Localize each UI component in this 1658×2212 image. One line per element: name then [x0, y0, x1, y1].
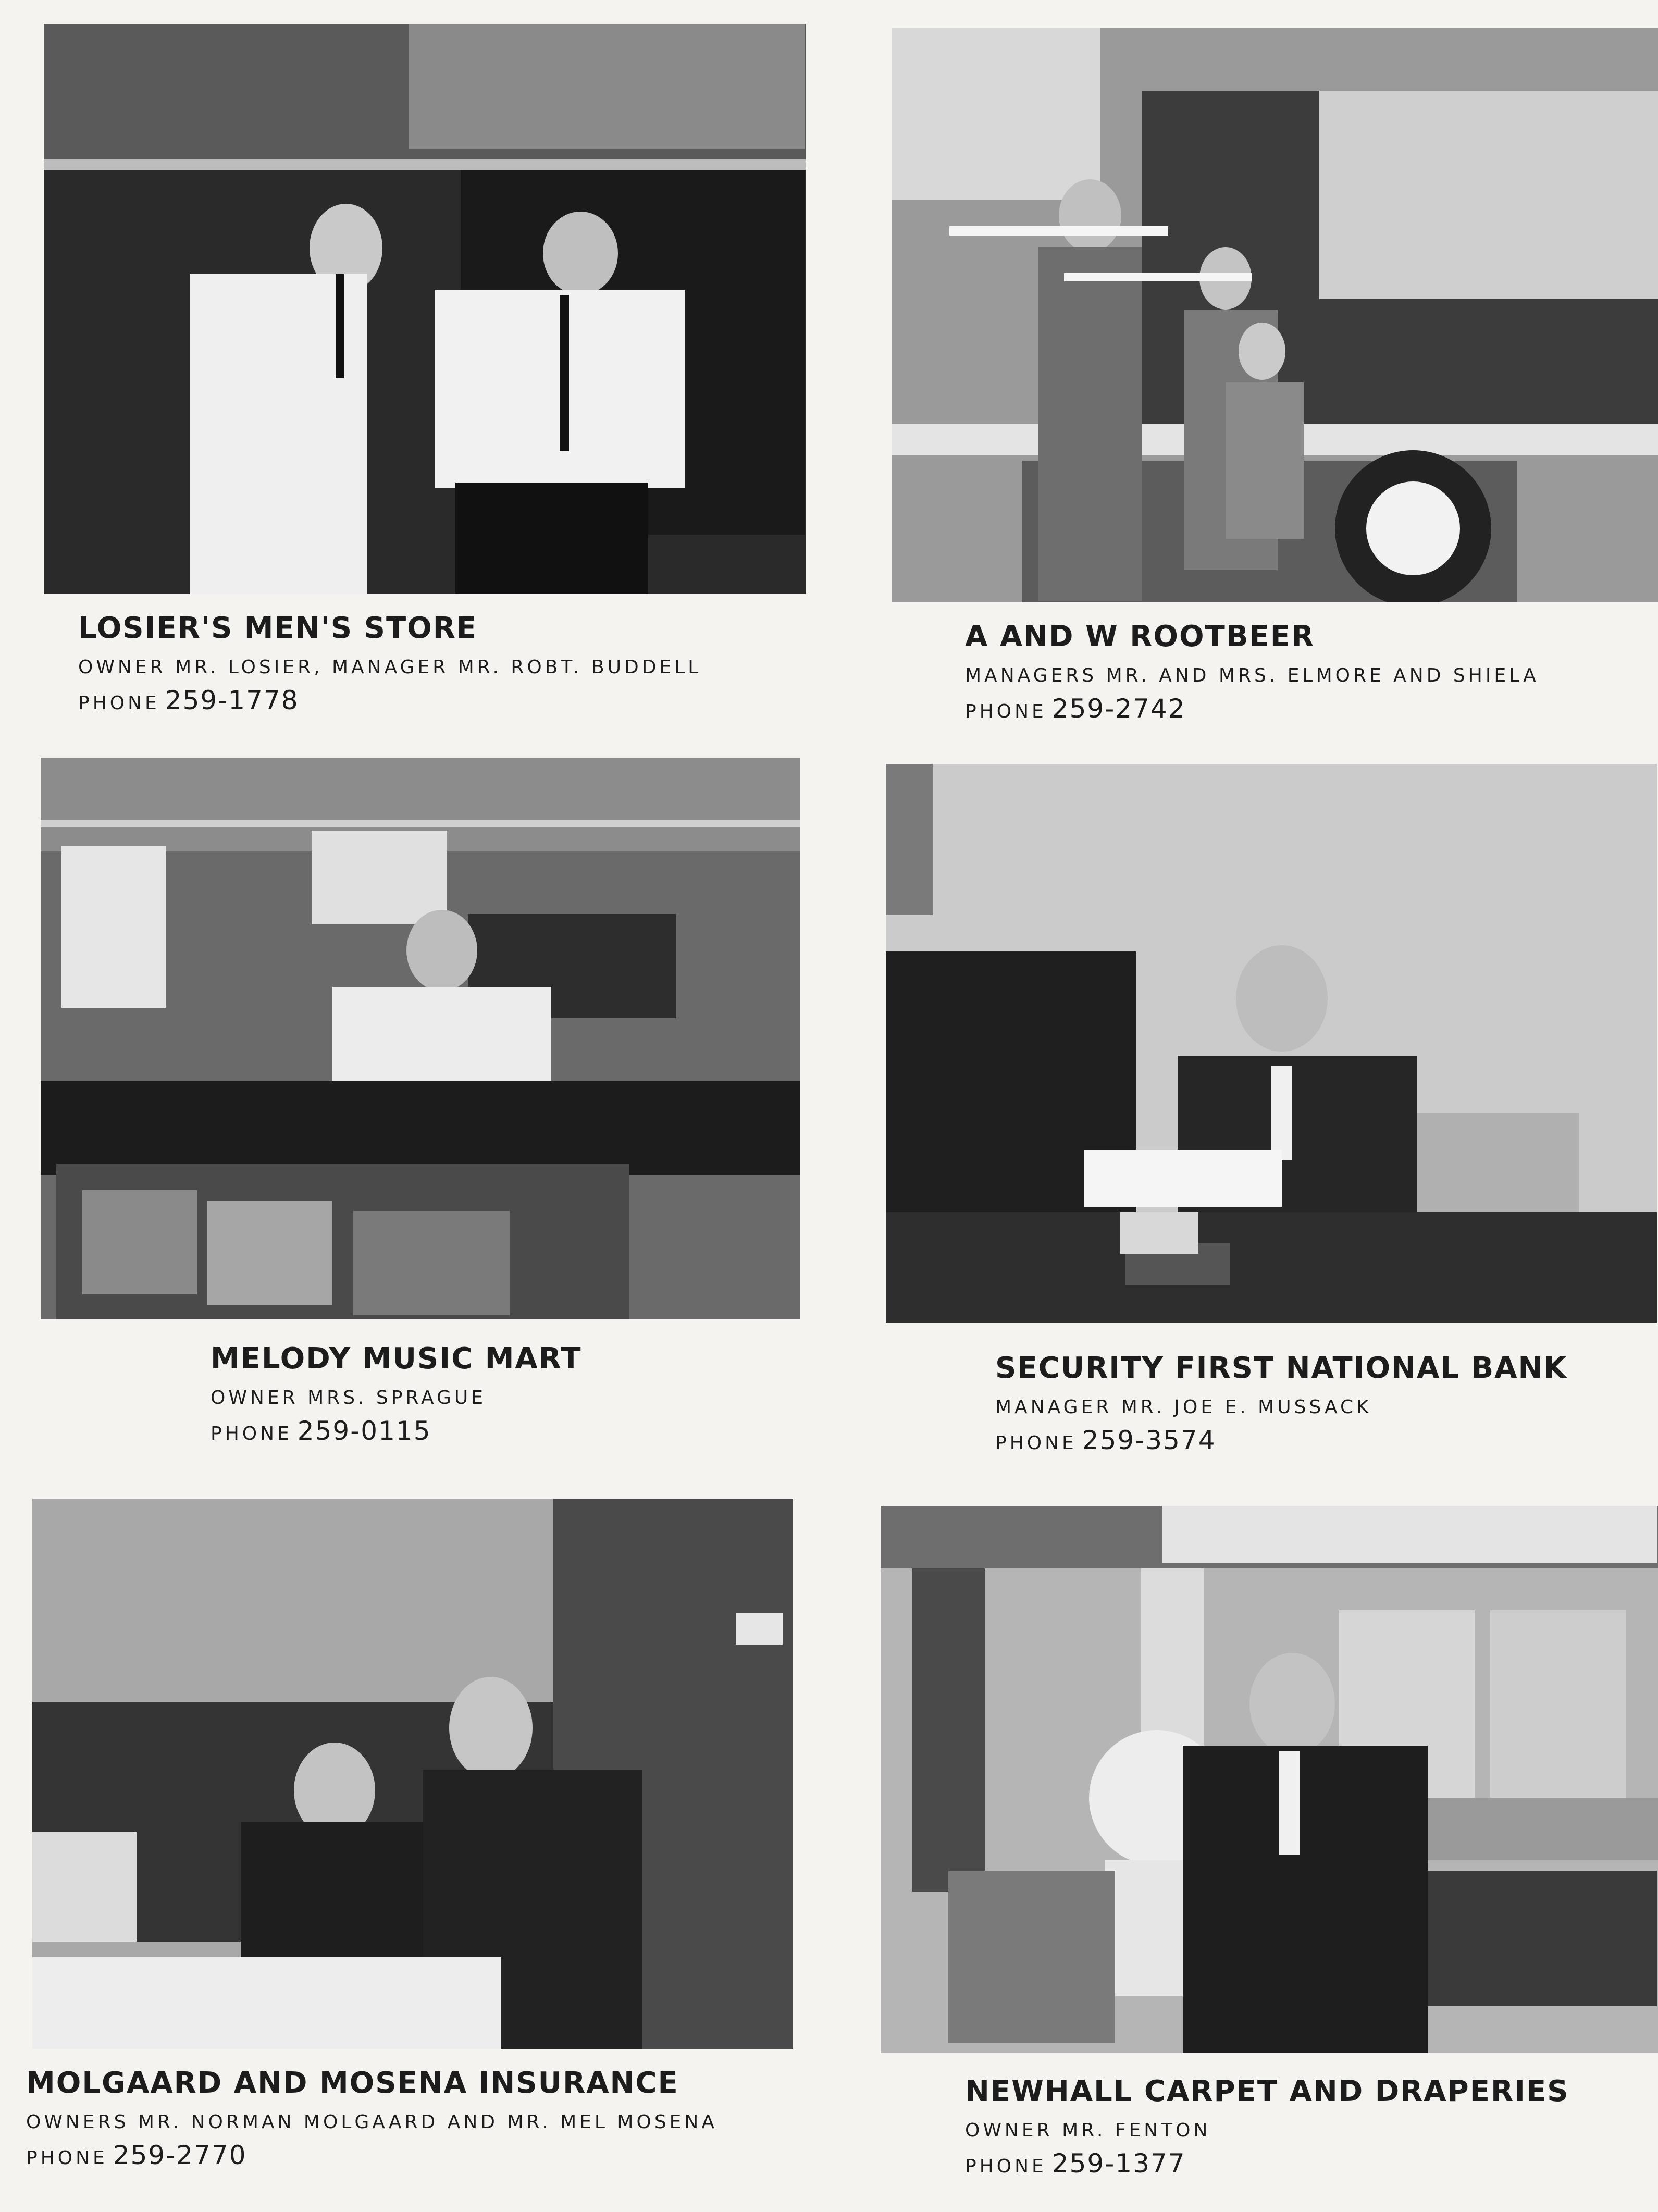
business-name: A AND W ROOTBEER	[965, 620, 1315, 653]
photo-newhall-carpet-and-draperies	[881, 1506, 1658, 2053]
phone-number: 259-0115	[297, 1416, 431, 1446]
business-phone	[965, 692, 1539, 728]
phone-label: PHONE	[965, 2156, 1047, 2177]
business-phone	[995, 1424, 1567, 1460]
phone-number: 259-1778	[165, 685, 299, 715]
business-owner-detail: MANAGER MR. JOE E. MUSSACK	[995, 1397, 1372, 1418]
phone-number: 259-3574	[1082, 1425, 1216, 1455]
listing-newhall-carpet-and-draperies	[965, 2073, 1569, 2183]
business-owner-detail: OWNERS MR. NORMAN MOLGAARD AND MR. MEL MOSENA	[26, 2111, 717, 2133]
listing-a-and-w-rootbeer	[965, 618, 1539, 728]
business-name: MELODY MUSIC MART	[211, 1342, 582, 1376]
phone-number: 259-1377	[1051, 2148, 1186, 2179]
business-name: MOLGAARD AND MOSENA INSURANCE	[26, 2066, 679, 2100]
listing-losiers-mens-store	[78, 610, 701, 720]
listing-molgaard-and-mosena-insurance	[26, 2065, 717, 2175]
photo-melody-music-mart	[41, 758, 800, 1319]
photo-a-and-w-rootbeer	[892, 28, 1658, 602]
phone-label: PHONE	[78, 693, 160, 714]
phone-label: PHONE	[211, 1423, 292, 1444]
business-phone	[78, 684, 701, 720]
business-name: SECURITY FIRST NATIONAL BANK	[995, 1351, 1567, 1385]
business-name: NEWHALL CARPET AND DRAPERIES	[965, 2074, 1569, 2108]
phone-number: 259-2770	[113, 2140, 247, 2170]
business-phone	[26, 2139, 717, 2175]
photo-losiers-mens-store	[44, 24, 806, 594]
business-phone	[965, 2147, 1569, 2183]
business-owner-detail: OWNER MR. LOSIER, MANAGER MR. ROBT. BUDDELL	[78, 657, 702, 678]
listing-security-first-national-bank	[995, 1350, 1567, 1460]
photo-security-first-national-bank	[886, 764, 1657, 1323]
phone-number: 259-2742	[1051, 694, 1186, 724]
phone-label: PHONE	[26, 2147, 108, 2169]
business-phone	[211, 1414, 582, 1451]
business-owner-detail: OWNER MRS. SPRAGUE	[211, 1387, 486, 1408]
business-name: LOSIER'S MEN'S STORE	[78, 611, 478, 645]
business-owner-detail: OWNER MR. FENTON	[965, 2120, 1211, 2141]
phone-label: PHONE	[965, 701, 1047, 722]
phone-label: PHONE	[995, 1432, 1077, 1454]
photo-molgaard-and-mosena-insurance	[32, 1499, 793, 2049]
business-owner-detail: MANAGERS MR. AND MRS. ELMORE AND SHIELA	[965, 665, 1539, 686]
listing-melody-music-mart	[211, 1340, 582, 1451]
